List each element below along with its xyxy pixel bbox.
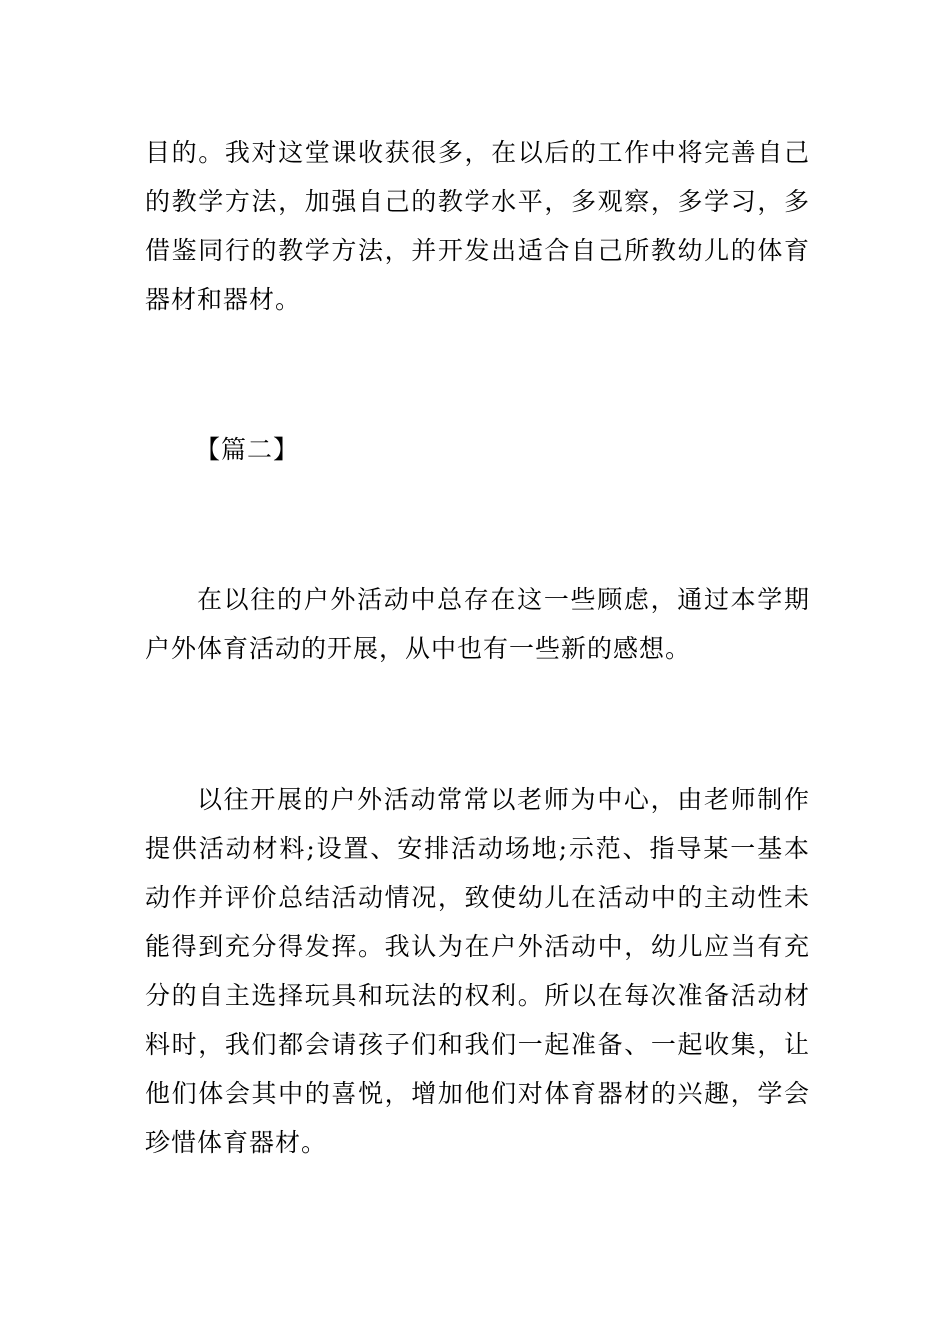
paragraph-continuation: 目的。我对这堂课收获很多，在以后的工作中将完善自己的教学方法，加强自己的教学水平，多观察，多学习，多借鉴同行的教学方法，并开发出适合自己所教幼儿的体育器材和器材。 [145,138,810,314]
paragraph-body: 以往开展的户外活动常常以老师为中心，由老师制作提供活动材料;设置、安排活动场地;示范、指导某一基本动作并评价总结活动情况，致使幼儿在活动中的主动性未能得到充分得发挥。我认为在户外活动中，幼儿应当有充分的自主选择玩具和玩法的权利。所以在每次准备活动材料时，我们都会请孩子们和我们一起准备、一起收集，让他们体会其中的喜悦，增加他们对体育器材的兴趣，学会珍惜体育器材。 [145,785,810,1157]
paragraph-intro: 在以往的户外活动中总存在这一些顾虑，通过本学期户外体育活动的开展，从中也有一些新的感想。 [145,585,810,663]
section-heading: 【篇二】 [195,435,300,464]
